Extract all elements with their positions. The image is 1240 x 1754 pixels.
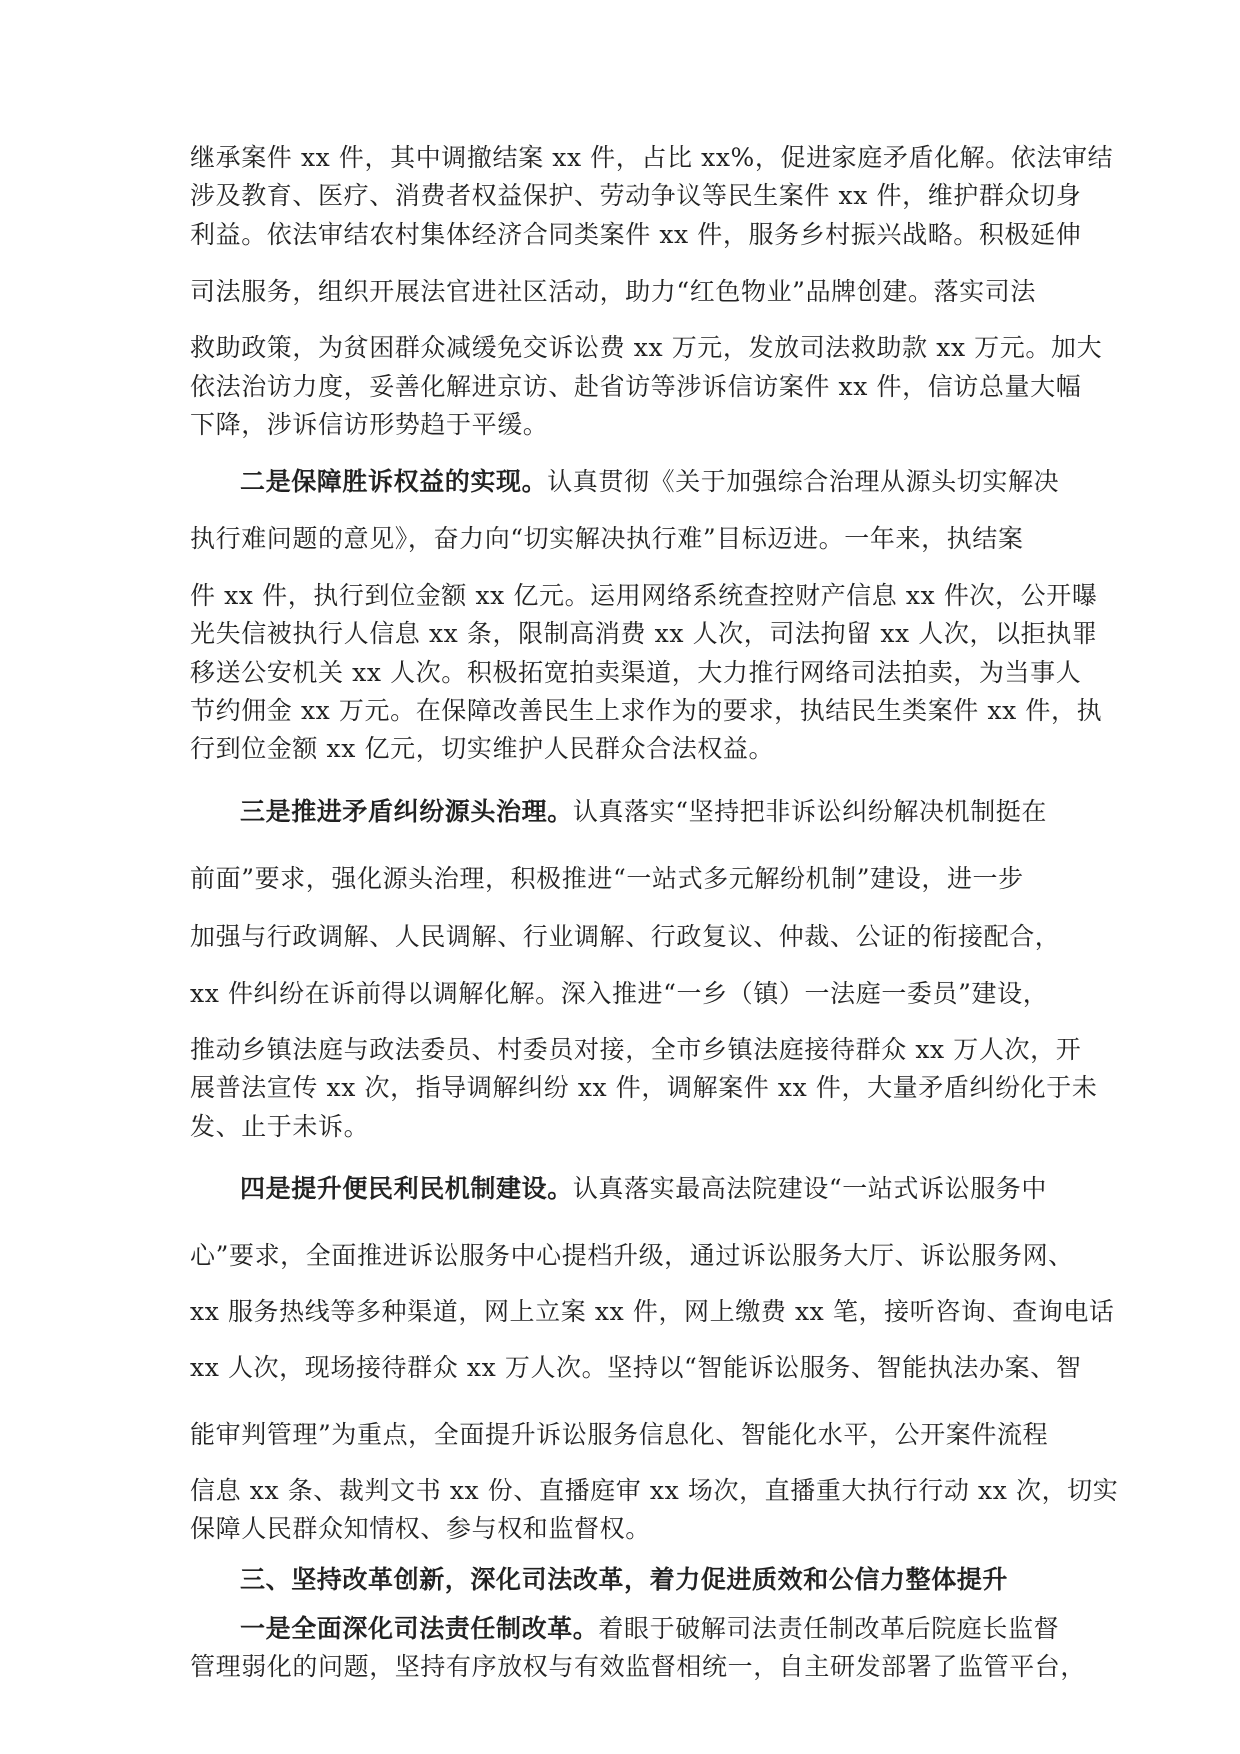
text-line: 救助政策，为贫困群众减缓免交诉讼费 xx 万元，发放司法救助款 xx 万元。加大 bbox=[190, 333, 1103, 362]
text-line: xx 服务热线等多种渠道，网上立案 xx 件，网上缴费 xx 笔，接听咨询、查询电话 bbox=[190, 1297, 1115, 1326]
text-line: xx 人次，现场接待群众 xx 万人次。坚持以“智能诉讼服务、智能执法办案、智 bbox=[190, 1353, 1082, 1382]
text-line: 保障人民群众知情权、参与权和监督权。 bbox=[190, 1514, 651, 1543]
text-line: 心”要求，全面推进诉讼服务中心提档升级，通过诉讼服务大厅、诉讼服务网、 bbox=[190, 1241, 1074, 1270]
text-line: 涉及教育、医疗、消费者权益保护、劳动争议等民生案件 xx 件，维护群众切身 bbox=[190, 181, 1082, 210]
paragraph-text: 认真落实最高法院建设“一站式诉讼服务中 bbox=[572, 1174, 1047, 1203]
paragraph-text: 着眼于破解司法责任制改革后院庭长监督 bbox=[598, 1614, 1060, 1643]
paragraph-first-line bbox=[240, 1612, 1059, 1646]
text-line: 信息 xx 条、裁判文书 xx 份、直播庭审 xx 场次，直播重大执行行动 xx 次，切实 bbox=[190, 1476, 1119, 1505]
paragraph-first-line bbox=[240, 1172, 1047, 1206]
text-line: 管理弱化的问题，坚持有序放权与有效监督相统一，自主研发部署了监管平台， bbox=[190, 1652, 1087, 1681]
text-line: 前面”要求，强化源头治理，积极推进“一站式多元解纷机制”建设，进一步 bbox=[190, 864, 1024, 893]
text-line: 执行难问题的意见》，奋力向“切实解决执行难”目标迈进。一年来，执结案 bbox=[190, 524, 1024, 553]
paragraph-heading: 四是提升便民利民机制建设。 bbox=[240, 1174, 573, 1203]
text-line: 下降，涉诉信访形势趋于平缓。 bbox=[190, 410, 549, 439]
paragraph-heading: 三是推进矛盾纠纷源头治理。 bbox=[240, 797, 573, 826]
text-line: xx 件纠纷在诉前得以调解化解。深入推进“一乡（镇）一法庭一委员”建设， bbox=[190, 979, 1049, 1008]
text-line: 移送公安机关 xx 人次。积极拓宽拍卖渠道，大力推行网络司法拍卖，为当事人 bbox=[190, 658, 1082, 687]
text-line: 利益。依法审结农村集体经济合同类案件 xx 件，服务乡村振兴战略。积极延伸 bbox=[190, 220, 1082, 249]
text-line: 光失信被执行人信息 xx 条，限制高消费 xx 人次，司法拘留 xx 人次，以拒执罪 bbox=[190, 619, 1098, 648]
text-line: 节约佣金 xx 万元。在保障改善民生上求作为的要求，执结民生类案件 xx 件，执 bbox=[190, 696, 1103, 725]
section-heading: 三、坚持改革创新，深化司法改革，着力促进质效和公信力整体提升 bbox=[240, 1565, 1009, 1594]
text-line: 推动乡镇法庭与政法委员、村委员对接，全市乡镇法庭接待群众 xx 万人次，开 bbox=[190, 1035, 1082, 1064]
paragraph-heading: 二是保障胜诉权益的实现。 bbox=[240, 467, 548, 496]
paragraph-text: 认真落实“坚持把非诉讼纠纷解决机制挺在 bbox=[572, 797, 1047, 826]
paragraph-text: 认真贯彻《关于加强综合治理从源头切实解决 bbox=[547, 467, 1060, 496]
text-line: 发、止于未诉。 bbox=[190, 1112, 370, 1141]
text-line: 加强与行政调解、人民调解、行业调解、行政复议、仲裁、公证的衔接配合， bbox=[190, 922, 1061, 951]
paragraph-first-line bbox=[240, 465, 1059, 499]
text-line: 件 xx 件，执行到位金额 xx 亿元。运用网络系统查控财产信息 xx 件次，公开曝 bbox=[190, 581, 1098, 610]
text-line: 能审判管理”为重点，全面提升诉讼服务信息化、智能化水平，公开案件流程 bbox=[190, 1420, 1049, 1449]
text-line: 依法治访力度，妥善化解进京访、赴省访等涉诉信访案件 xx 件，信访总量大幅 bbox=[190, 372, 1082, 401]
text-line: 行到位金额 xx 亿元，切实维护人民群众合法权益。 bbox=[190, 734, 775, 763]
text-line: 继承案件 xx 件，其中调撤结案 xx 件，占比 xx%，促进家庭矛盾化解。依法审结 bbox=[190, 143, 1114, 172]
paragraph-heading: 一是全面深化司法责任制改革。 bbox=[240, 1614, 599, 1643]
text-line: 展普法宣传 xx 次，指导调解纠纷 xx 件，调解案件 xx 件，大量矛盾纠纷化于未 bbox=[190, 1073, 1098, 1102]
text-line: 司法服务，组织开展法官进社区活动，助力“红色物业”品牌创建。落实司法 bbox=[190, 277, 1036, 306]
paragraph-first-line bbox=[240, 795, 1047, 829]
